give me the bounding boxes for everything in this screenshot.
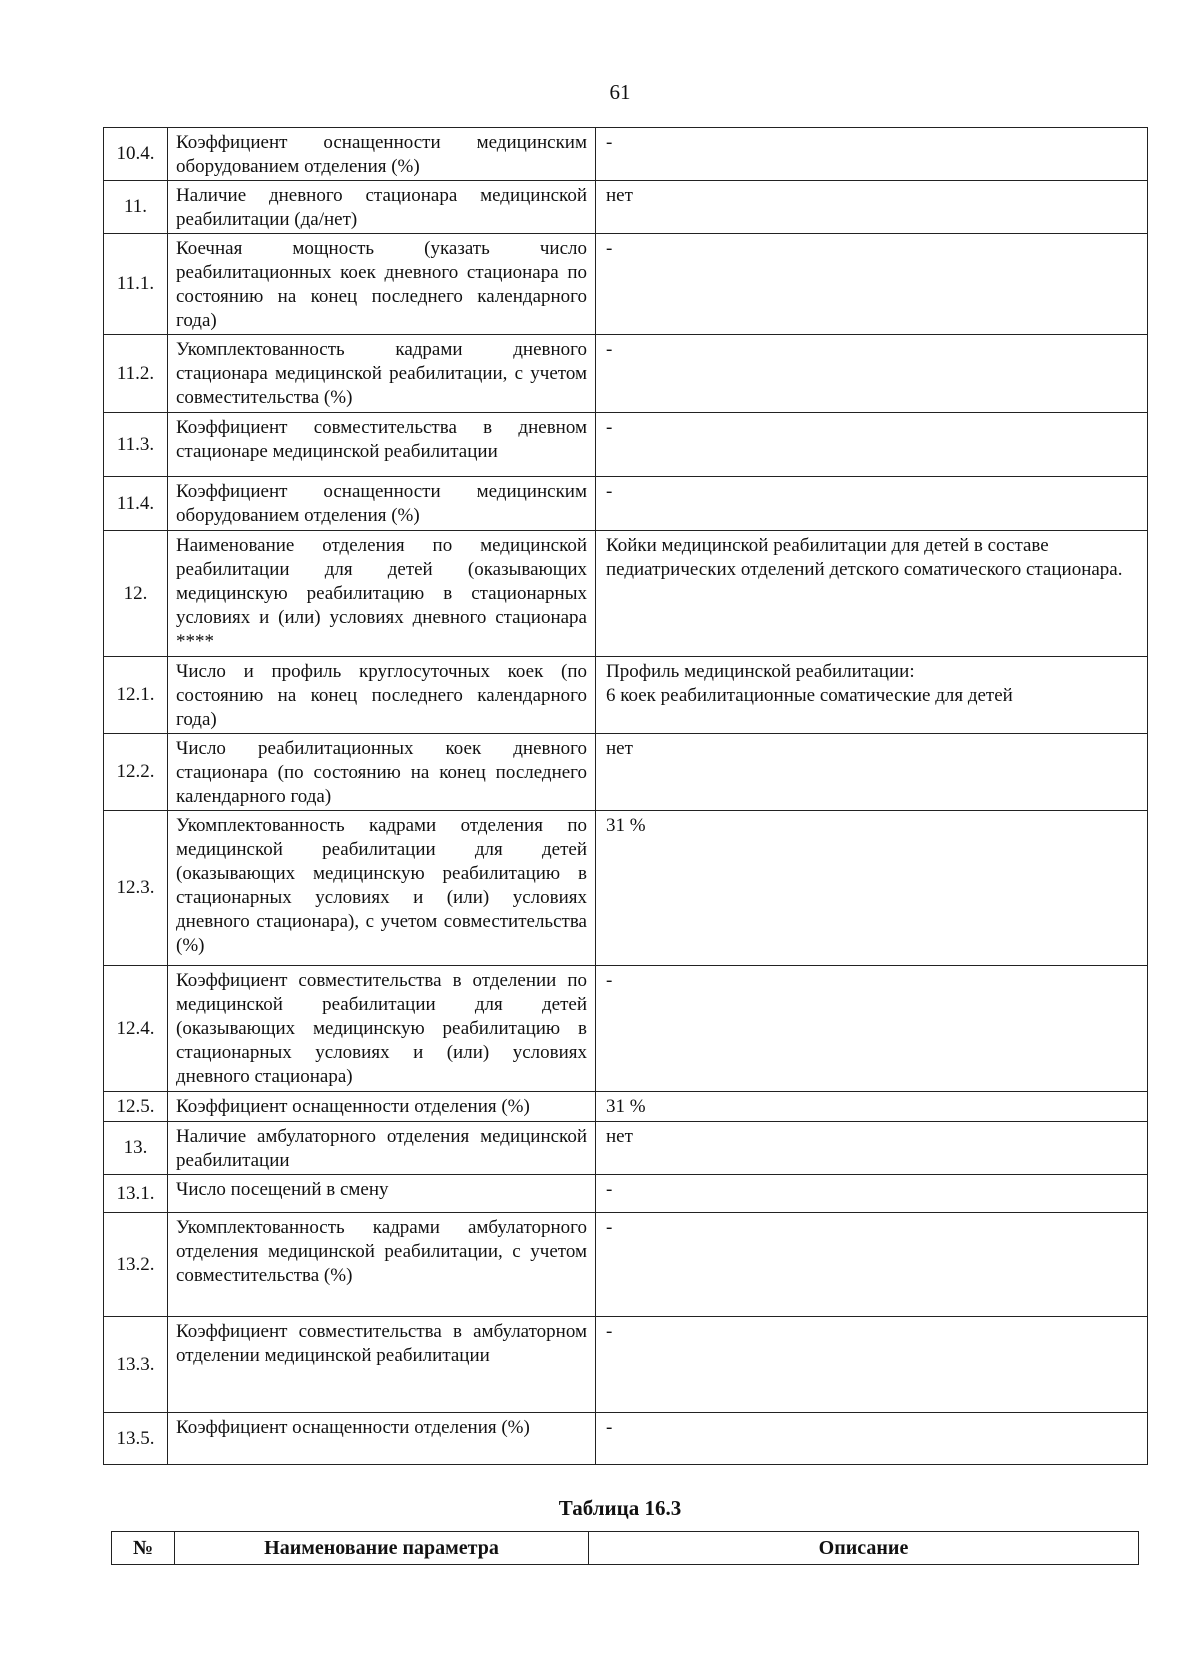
row-parameter-name: Число и профиль круглосуточных коек (по состоянию на конец последнего календарного года) [168,657,596,734]
table-row [104,734,1148,811]
table-row [104,234,1148,335]
table-row [104,1122,1148,1175]
header-number: № [112,1532,175,1565]
row-description: - [596,966,1148,1092]
table-row [104,811,1148,966]
table-row [104,128,1148,181]
row-parameter-name: Укомплектованность кадрами отделения по медицинской реабилитации для детей (оказывающих медицинскую реабилитацию в стационарных условиях и (или) условиях дневного стационара), с учетом совместительства (%) [168,811,596,966]
row-parameter-name: Коэффициент совместительства в амбулаторном отделении медицинской реабилитации [168,1317,596,1413]
row-parameter-name: Укомплектованность кадрами амбулаторного отделения медицинской реабилитации, с учетом совместительства (%) [168,1213,596,1317]
table-row [104,335,1148,413]
table-row [104,531,1148,657]
row-number: 12.5. [104,1092,168,1122]
row-number: 13.1. [104,1175,168,1213]
table-row [104,1213,1148,1317]
row-description: - [596,413,1148,477]
row-description: - [596,128,1148,181]
parameters-table-body [104,128,1148,1465]
table-16-3-header [111,1531,1139,1565]
page-number: 61 [609,80,631,104]
table-row [104,1175,1148,1213]
row-description: 31 % [596,1092,1148,1122]
table-row [104,1413,1148,1465]
row-description: 31 % [596,811,1148,966]
row-number: 11.3. [104,413,168,477]
row-parameter-name: Наличие дневного стационара медицинской реабилитации (да/нет) [168,181,596,234]
row-parameter-name: Коэффициент оснащенности отделения (%) [168,1413,596,1465]
row-number: 11. [104,181,168,234]
row-parameter-name: Коечная мощность (указать число реабилитационных коек дневного стационара по состоянию на конец последнего календарного года) [168,234,596,335]
row-parameter-name: Наличие амбулаторного отделения медицинской реабилитации [168,1122,596,1175]
table-row [104,181,1148,234]
row-parameter-name: Коэффициент оснащенности медицинским оборудованием отделения (%) [168,128,596,181]
table-row [104,657,1148,734]
row-description: Койки медицинской реабилитации для детей в составе педиатрических отделений детского соматического стационара. [596,531,1148,657]
parameters-table [103,127,1148,1465]
row-number: 12. [104,531,168,657]
row-parameter-name: Укомплектованность кадрами дневного стационара медицинской реабилитации, с учетом совместительства (%) [168,335,596,413]
table-header-row [112,1532,1139,1565]
row-number: 13.5. [104,1413,168,1465]
row-description: Профиль медицинской реабилитации: 6 коек реабилитационные соматические для детей [596,657,1148,734]
row-number: 12.2. [104,734,168,811]
row-number: 10.4. [104,128,168,181]
row-description: - [596,1213,1148,1317]
row-description: - [596,1317,1148,1413]
row-number: 13.2. [104,1213,168,1317]
row-description: нет [596,181,1148,234]
row-number: 12.3. [104,811,168,966]
row-parameter-name: Наименование отделения по медицинской реабилитации для детей (оказывающих медицинскую реабилитацию в стационарных условиях и (или) условиях дневного стационара **** [168,531,596,657]
row-description: нет [596,1122,1148,1175]
row-parameter-name: Коэффициент совместительства в дневном стационаре медицинской реабилитации [168,413,596,477]
header-description: Описание [589,1532,1139,1565]
header-parameter-name: Наименование параметра [175,1532,589,1565]
row-description: - [596,335,1148,413]
row-number: 13.3. [104,1317,168,1413]
table-row [104,966,1148,1092]
row-description: нет [596,734,1148,811]
row-description: - [596,1175,1148,1213]
table-row [104,413,1148,477]
row-parameter-name: Число реабилитационных коек дневного стационара (по состоянию на конец последнего календарного года) [168,734,596,811]
row-parameter-name: Число посещений в смену [168,1175,596,1213]
row-number: 11.1. [104,234,168,335]
row-number: 11.4. [104,477,168,531]
row-description: - [596,1413,1148,1465]
row-number: 13. [104,1122,168,1175]
table-row [104,1317,1148,1413]
row-parameter-name: Коэффициент оснащенности медицинским оборудованием отделения (%) [168,477,596,531]
row-parameter-name: Коэффициент оснащенности отделения (%) [168,1092,596,1122]
table-row [104,1092,1148,1122]
table-title: Таблица 16.3 [558,1496,682,1520]
row-description: - [596,477,1148,531]
table-row [104,477,1148,531]
row-number: 11.2. [104,335,168,413]
row-number: 12.1. [104,657,168,734]
row-number: 12.4. [104,966,168,1092]
row-parameter-name: Коэффициент совместительства в отделении по медицинской реабилитации для детей (оказывающих медицинскую реабилитацию в стационарных условиях и (или) условиях дневного стационара) [168,966,596,1092]
row-description: - [596,234,1148,335]
